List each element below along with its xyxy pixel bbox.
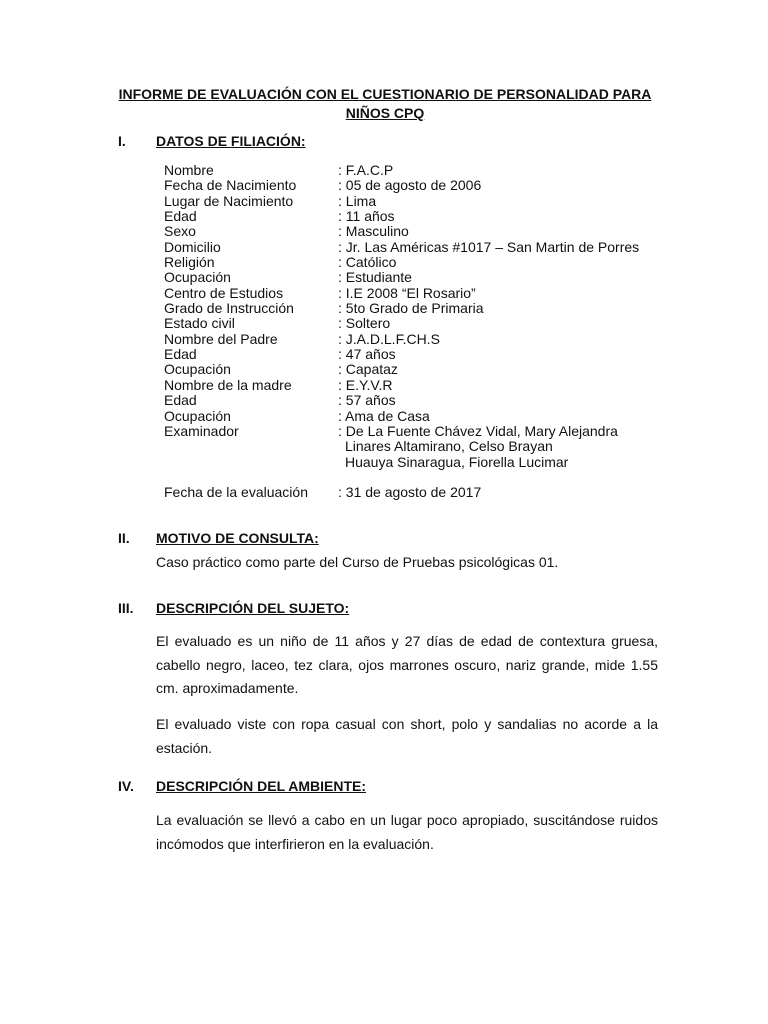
field-value — [338, 424, 684, 470]
motivo-paragraph: Caso práctico como parte del Curso de Pruebas psicológicas 01. — [156, 554, 559, 570]
section-heading-descripcion-sujeto — [118, 600, 349, 617]
field-value: : F.A.C.P — [338, 162, 394, 178]
field-value: : Lima — [338, 192, 377, 209]
section-title: DESCRIPCIÓN DEL SUJETO: — [156, 600, 350, 616]
field-value: : I.E 2008 “El Rosario” — [338, 284, 476, 301]
field-row — [164, 393, 684, 408]
field-label: Fecha de Nacimiento — [164, 177, 297, 194]
field-label: Religión — [164, 254, 215, 271]
field-value: : Soltero — [338, 315, 391, 332]
section-number: III. — [118, 600, 134, 616]
field-value: : Masculino — [338, 223, 409, 240]
field-value: : Jr. Las Américas #1017 – San Martin de Porres — [338, 238, 640, 255]
field-row-examiner — [164, 424, 684, 470]
field-label: Lugar de Nacimiento — [164, 192, 294, 209]
field-value: : Capataz — [338, 361, 398, 378]
examiner-line-2: Linares Altamirano, Celso Brayan — [345, 438, 553, 455]
field-label: Ocupación — [164, 269, 231, 286]
field-label: Nombre del Padre — [164, 330, 278, 347]
title-line-2: NIÑOS CPQ — [345, 105, 425, 121]
field-row — [164, 347, 684, 362]
field-label: Centro de Estudios — [164, 284, 284, 301]
section-heading-datos-filiacion — [118, 133, 306, 150]
field-value: : E.Y.V.R — [338, 376, 393, 393]
field-row — [164, 286, 684, 301]
field-row — [164, 240, 684, 255]
title-line-1: INFORME DE EVALUACIÓN CON EL CUESTIONARIO DE PERSONALIDAD PARA — [118, 86, 652, 102]
section-title: MOTIVO DE CONSULTA: — [156, 530, 319, 546]
field-label: Ocupación — [164, 361, 231, 378]
field-label: Edad — [164, 208, 197, 225]
field-label: Ocupación — [164, 407, 231, 424]
field-label: Examinador — [164, 422, 239, 439]
field-label: Sexo — [164, 223, 196, 240]
section-number: II. — [118, 530, 130, 546]
field-value: : 31 de agosto de 2017 — [338, 483, 482, 500]
field-label: Estado civil — [164, 315, 235, 332]
field-row — [164, 255, 684, 270]
field-row — [164, 409, 684, 424]
field-value: : 57 años — [338, 392, 396, 409]
field-label: Edad — [164, 346, 197, 363]
field-value: : 11 años — [338, 208, 395, 225]
section-number: I. — [118, 133, 126, 149]
section-number: IV. — [118, 778, 134, 794]
field-label: Grado de Instrucción — [164, 300, 294, 317]
field-value: : Católico — [338, 254, 397, 271]
field-value: : J.A.D.L.F.CH.S — [338, 330, 440, 347]
sujeto-paragraph-2: El evaluado viste con ropa casual con short, polo y sandalias no acorde a la estación. — [156, 716, 658, 756]
field-label: Nombre de la madre — [164, 376, 292, 393]
field-label: Edad — [164, 392, 197, 409]
field-label: Fecha de la evaluación — [164, 483, 308, 500]
section-title: DESCRIPCIÓN DEL AMBIENTE: — [156, 778, 367, 794]
field-row — [164, 362, 684, 377]
section-title: DATOS DE FILIACIÓN: — [156, 133, 306, 149]
sujeto-paragraph-1: El evaluado es un niño de 11 años y 27 días de edad de contextura gruesa, cabello negro, laceo, tez clara, ojos marrones oscuro, nariz grande, mide 1.55 cm. aproximadamente. — [156, 633, 658, 696]
section-heading-motivo-consulta — [118, 530, 319, 547]
field-row — [164, 224, 684, 239]
document-title — [80, 85, 690, 123]
field-row — [164, 270, 684, 285]
field-value: : Ama de Casa — [338, 407, 430, 424]
field-value: : 47 años — [338, 346, 396, 363]
field-value: : 5to Grado de Primaria — [338, 300, 484, 317]
field-row — [164, 209, 684, 224]
field-row — [164, 194, 684, 209]
spacer — [164, 470, 684, 485]
field-row-evaluation-date — [164, 485, 684, 500]
field-row — [164, 178, 684, 193]
field-row — [164, 332, 684, 347]
field-row — [164, 378, 684, 393]
field-row — [164, 316, 684, 331]
field-row — [164, 301, 684, 316]
examiner-line-1: : De La Fuente Chávez Vidal, Mary Alejandra — [338, 422, 618, 439]
field-label: Domicilio — [164, 238, 221, 255]
field-value: : Estudiante — [338, 269, 412, 286]
ambiente-paragraph: La evaluación se llevó a cabo en un lugar poco apropiado, suscitándose ruidos incómodos que interfirieron en la evaluación. — [156, 812, 658, 852]
filiation-fields — [164, 163, 684, 500]
field-row — [164, 163, 684, 178]
examiner-line-3: Huauya Sinaragua, Fiorella Lucimar — [345, 453, 569, 470]
section-heading-descripcion-ambiente — [118, 778, 366, 795]
field-label: Nombre — [164, 162, 214, 178]
field-value: : 05 de agosto de 2006 — [338, 177, 482, 194]
